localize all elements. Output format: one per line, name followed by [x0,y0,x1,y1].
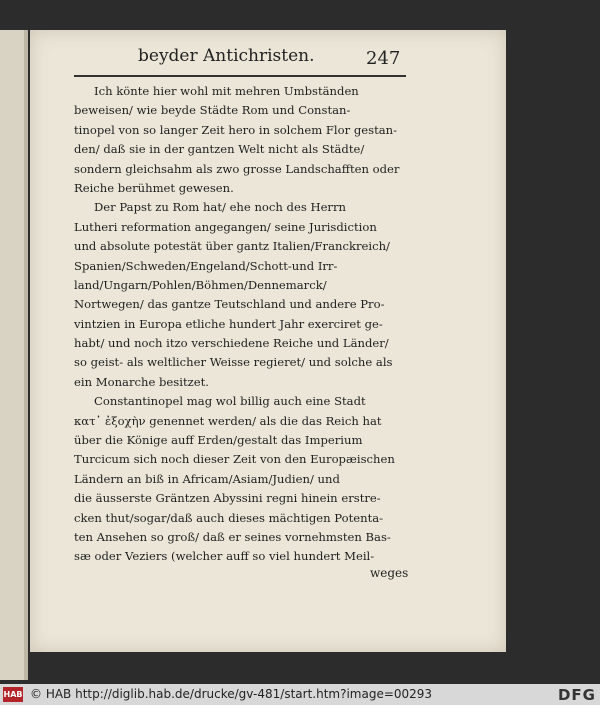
text-line: den/ daß sie in der gantzen Welt nicht als Städte/ [74,142,365,157]
head-rule [74,75,406,77]
source-link[interactable]: © HAB http://diglib.hab.de/drucke/gv-481/start.htm?image=00293 [30,687,433,701]
text-line: vintzien in Europa etliche hundert Jahr exerciret ge- [74,316,383,331]
dfg-logo-icon[interactable]: DFG [557,686,596,704]
running-head: beyder Antichristen. [138,46,315,66]
text-line: Reiche berühmet gewesen. [74,180,234,195]
text-line: land/Ungarn/Pohlen/Böhmen/Dennemarck/ [74,277,327,292]
text-line: κατ᾽ ἐξοχὴν genennet werden/ als die das Reich hat [74,413,382,428]
text-line: Nortwegen/ das gantze Teutschland und andere Pro- [74,297,385,312]
text-line: Spanien/Schweden/Engeland/Schott-und Irr- [74,258,338,273]
facing-page-edge [0,30,27,680]
text-line: sondern gleichsahm als zwo grosse Landschafften oder [74,161,400,176]
text-line: habt/ und noch itzo verschiedene Reiche und Länder/ [74,336,389,351]
page-number: 247 [366,48,401,69]
facing-page-gutter [24,30,28,680]
text-line: sæ oder Veziers (welcher auff so viel hundert Meil- [74,549,375,564]
text-line: über die Könige auff Erden/gestalt das Imperium [74,433,363,448]
text-line: so geist- als weltlicher Weisse regieret/ und solche als [74,355,393,370]
text-line: Der Papst zu Rom hat/ ehe noch des Herrn [94,200,346,215]
text-line: und absolute potestät über gantz Italien/Franckreich/ [74,239,390,254]
text-line: beweisen/ wie beyde Städte Rom und Constan- [74,103,351,118]
text-line: ein Monarche besitzet. [74,374,209,389]
text-line: tinopel von so langer Zeit hero in solchem Flor gestan- [74,122,398,137]
text-line: Turcicum sich noch dieser Zeit von den Europæischen [74,452,395,467]
hab-logo-icon[interactable]: HAB [3,687,23,702]
body-text [74,82,408,567]
viewer-footer [0,684,600,705]
text-line: Ich könte hier wohl mit mehren Umbständen [94,84,359,98]
text-line: ten Ansehen so groß/ daß er seines vornehmsten Bas- [74,529,391,544]
text-line: die äusserste Gräntzen Abyssini regni hinein erstre- [74,491,381,506]
catchword: weges [370,566,409,580]
text-line: cken thut/sogar/daß auch dieses mächtigen Potenta- [74,510,384,525]
text-line: Ländern an biß in Africam/Asiam/Judien/ und [74,471,340,486]
text-line: Lutheri reformation angegangen/ seine Jurisdiction [74,219,377,234]
text-line: Constantinopel mag wol billig auch eine Stadt [94,394,366,409]
